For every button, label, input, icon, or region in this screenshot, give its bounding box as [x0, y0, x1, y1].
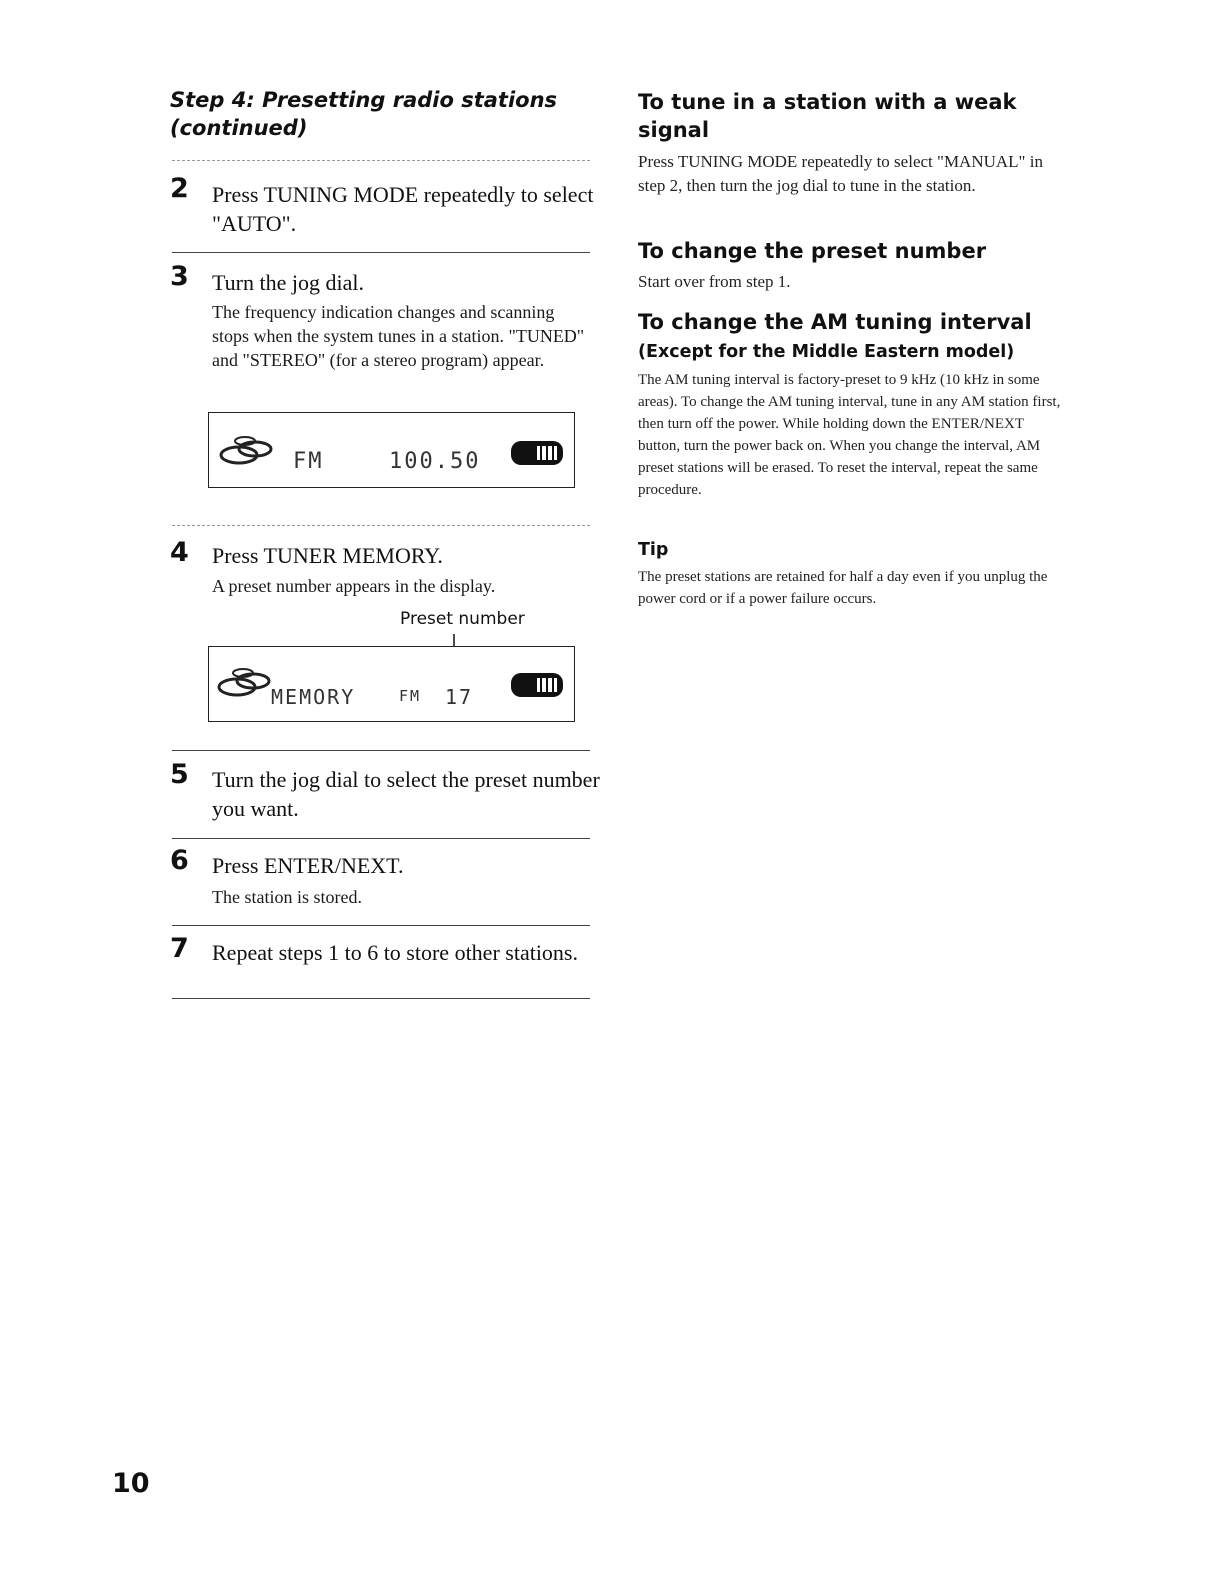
am-interval-body: The AM tuning interval is factory-preset to 9 kHz (10 kHz in some areas). To change the AM tuning interval, tune in any AM station first, then turn off the power. While holding down the ENTER/NEXT button, turn the power back on. When you change the interval, AM preset stations will be erased. To reset the interval, repeat the same procedure. — [638, 372, 1061, 498]
step-divider — [172, 252, 590, 253]
step-5-number: 5 — [170, 759, 189, 790]
weak-signal-body: Press TUNING MODE repeatedly to select "MANUAL" in step 2, then turn the jog dial to tune in the station. — [638, 152, 1043, 195]
step-4-title: Press TUNER MEMORY. — [212, 543, 443, 568]
step-5-title: Turn the jog dial to select the preset number you want. — [212, 767, 600, 821]
step-divider — [172, 925, 590, 926]
change-preset-body: Start over from step 1. — [638, 272, 791, 291]
display-preset: 17 — [445, 685, 474, 709]
preset-number-caption: Preset number — [400, 609, 525, 629]
disc-icon — [215, 661, 275, 701]
step-7-number: 7 — [170, 933, 189, 964]
step-4-body: A preset number appears in the display. — [212, 576, 496, 596]
step-6-number: 6 — [170, 845, 189, 876]
step-3-title: Turn the jog dial. — [212, 270, 364, 295]
tip-heading: Tip — [638, 540, 669, 560]
step-divider — [172, 750, 590, 751]
step-3-number: 3 — [170, 261, 189, 292]
page-number: 10 — [112, 1468, 150, 1499]
display-frequency: 100.50 — [389, 449, 481, 474]
tuner-display-memory — [208, 646, 575, 722]
step-divider — [172, 525, 590, 526]
header-title-line2: (continued) — [170, 116, 308, 140]
tip-body: The preset stations are retained for half a day even if you unplug the power cord or if a power failure occurs. — [638, 569, 1048, 607]
step-6-body: The station is stored. — [212, 887, 362, 907]
change-preset-heading: To change the preset number — [638, 239, 987, 263]
page-header — [170, 86, 600, 142]
disc-icon — [217, 429, 277, 469]
header-divider — [172, 160, 590, 161]
display-mode: MEMORY — [271, 685, 356, 709]
display-band: FM — [399, 687, 422, 705]
cassette-icon — [507, 669, 569, 703]
step-divider — [172, 998, 590, 999]
cassette-icon — [507, 437, 569, 471]
weak-signal-heading: To tune in a station with a weak signal — [638, 90, 1017, 142]
step-6-title: Press ENTER/NEXT. — [212, 853, 404, 878]
am-interval-heading: To change the AM tuning interval — [638, 310, 1032, 334]
step-2-number: 2 — [170, 173, 189, 204]
step-7-title: Repeat steps 1 to 6 to store other stations. — [212, 940, 578, 965]
header-title-line1: Step 4: Presetting radio stations — [170, 88, 558, 112]
step-2-title: Press TUNING MODE repeatedly to select "AUTO". — [212, 182, 594, 236]
am-interval-subheading: (Except for the Middle Eastern model) — [638, 342, 1015, 362]
tuner-display-frequency — [208, 412, 575, 488]
step-4-number: 4 — [170, 537, 189, 568]
step-divider — [172, 838, 590, 839]
display-band: FM — [293, 449, 324, 474]
step-3-body: The frequency indication changes and scanning stops when the system tunes in a station. "TUNED" and "STEREO" (for a stereo program) appear. — [212, 302, 585, 370]
